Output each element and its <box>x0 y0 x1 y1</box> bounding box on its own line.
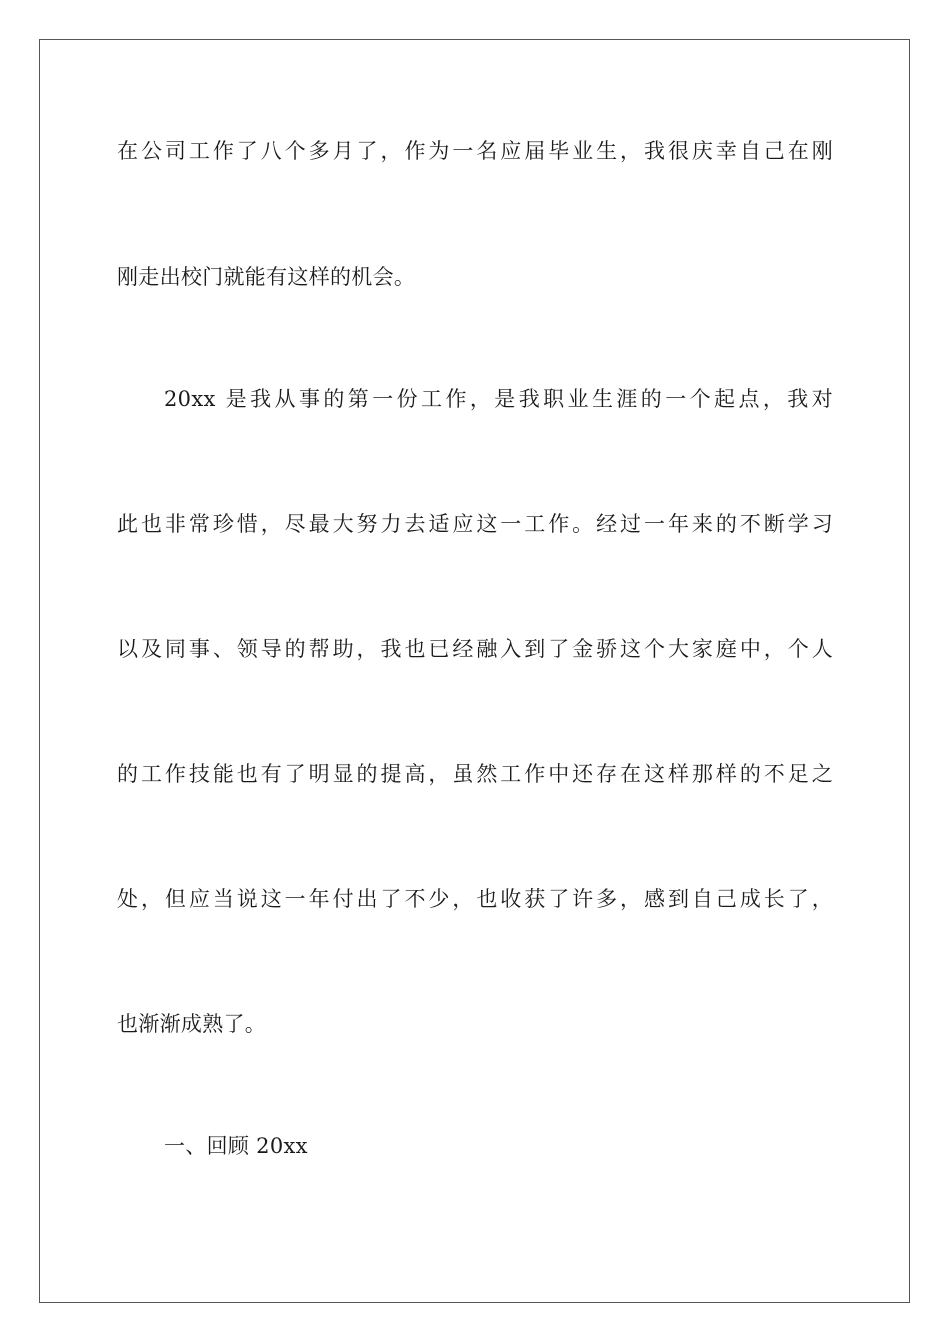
paragraph-2-line-3: 以及同事、领导的帮助，我也已经融入到了金骄这个大家庭中，个人 <box>117 637 833 661</box>
paragraph-2-line-2: 此也非常珍惜，尽最大努力去适应这一工作。经过一年来的不断学习 <box>117 512 833 536</box>
page-frame <box>39 39 910 1303</box>
paragraph-1-line-2: 刚走出校门就能有这样的机会。 <box>117 265 416 289</box>
section-heading: 一、回顾 20xx <box>164 1134 308 1158</box>
paragraph-2-line-4: 的工作技能也有了明显的提高，虽然工作中还存在这样那样的不足之 <box>117 762 833 786</box>
paragraph-2-line-5: 处，但应当说这一年付出了不少，也收获了许多，感到自己成长了， <box>117 887 833 911</box>
paragraph-2-line-6: 也渐渐成熟了。 <box>117 1012 267 1036</box>
paragraph-2-line-1: 20xx 是我从事的第一份工作，是我职业生涯的一个起点，我对 <box>164 387 833 411</box>
paragraph-1-line-1: 在公司工作了八个多月了，作为一名应届毕业生，我很庆幸自己在刚 <box>117 139 833 163</box>
